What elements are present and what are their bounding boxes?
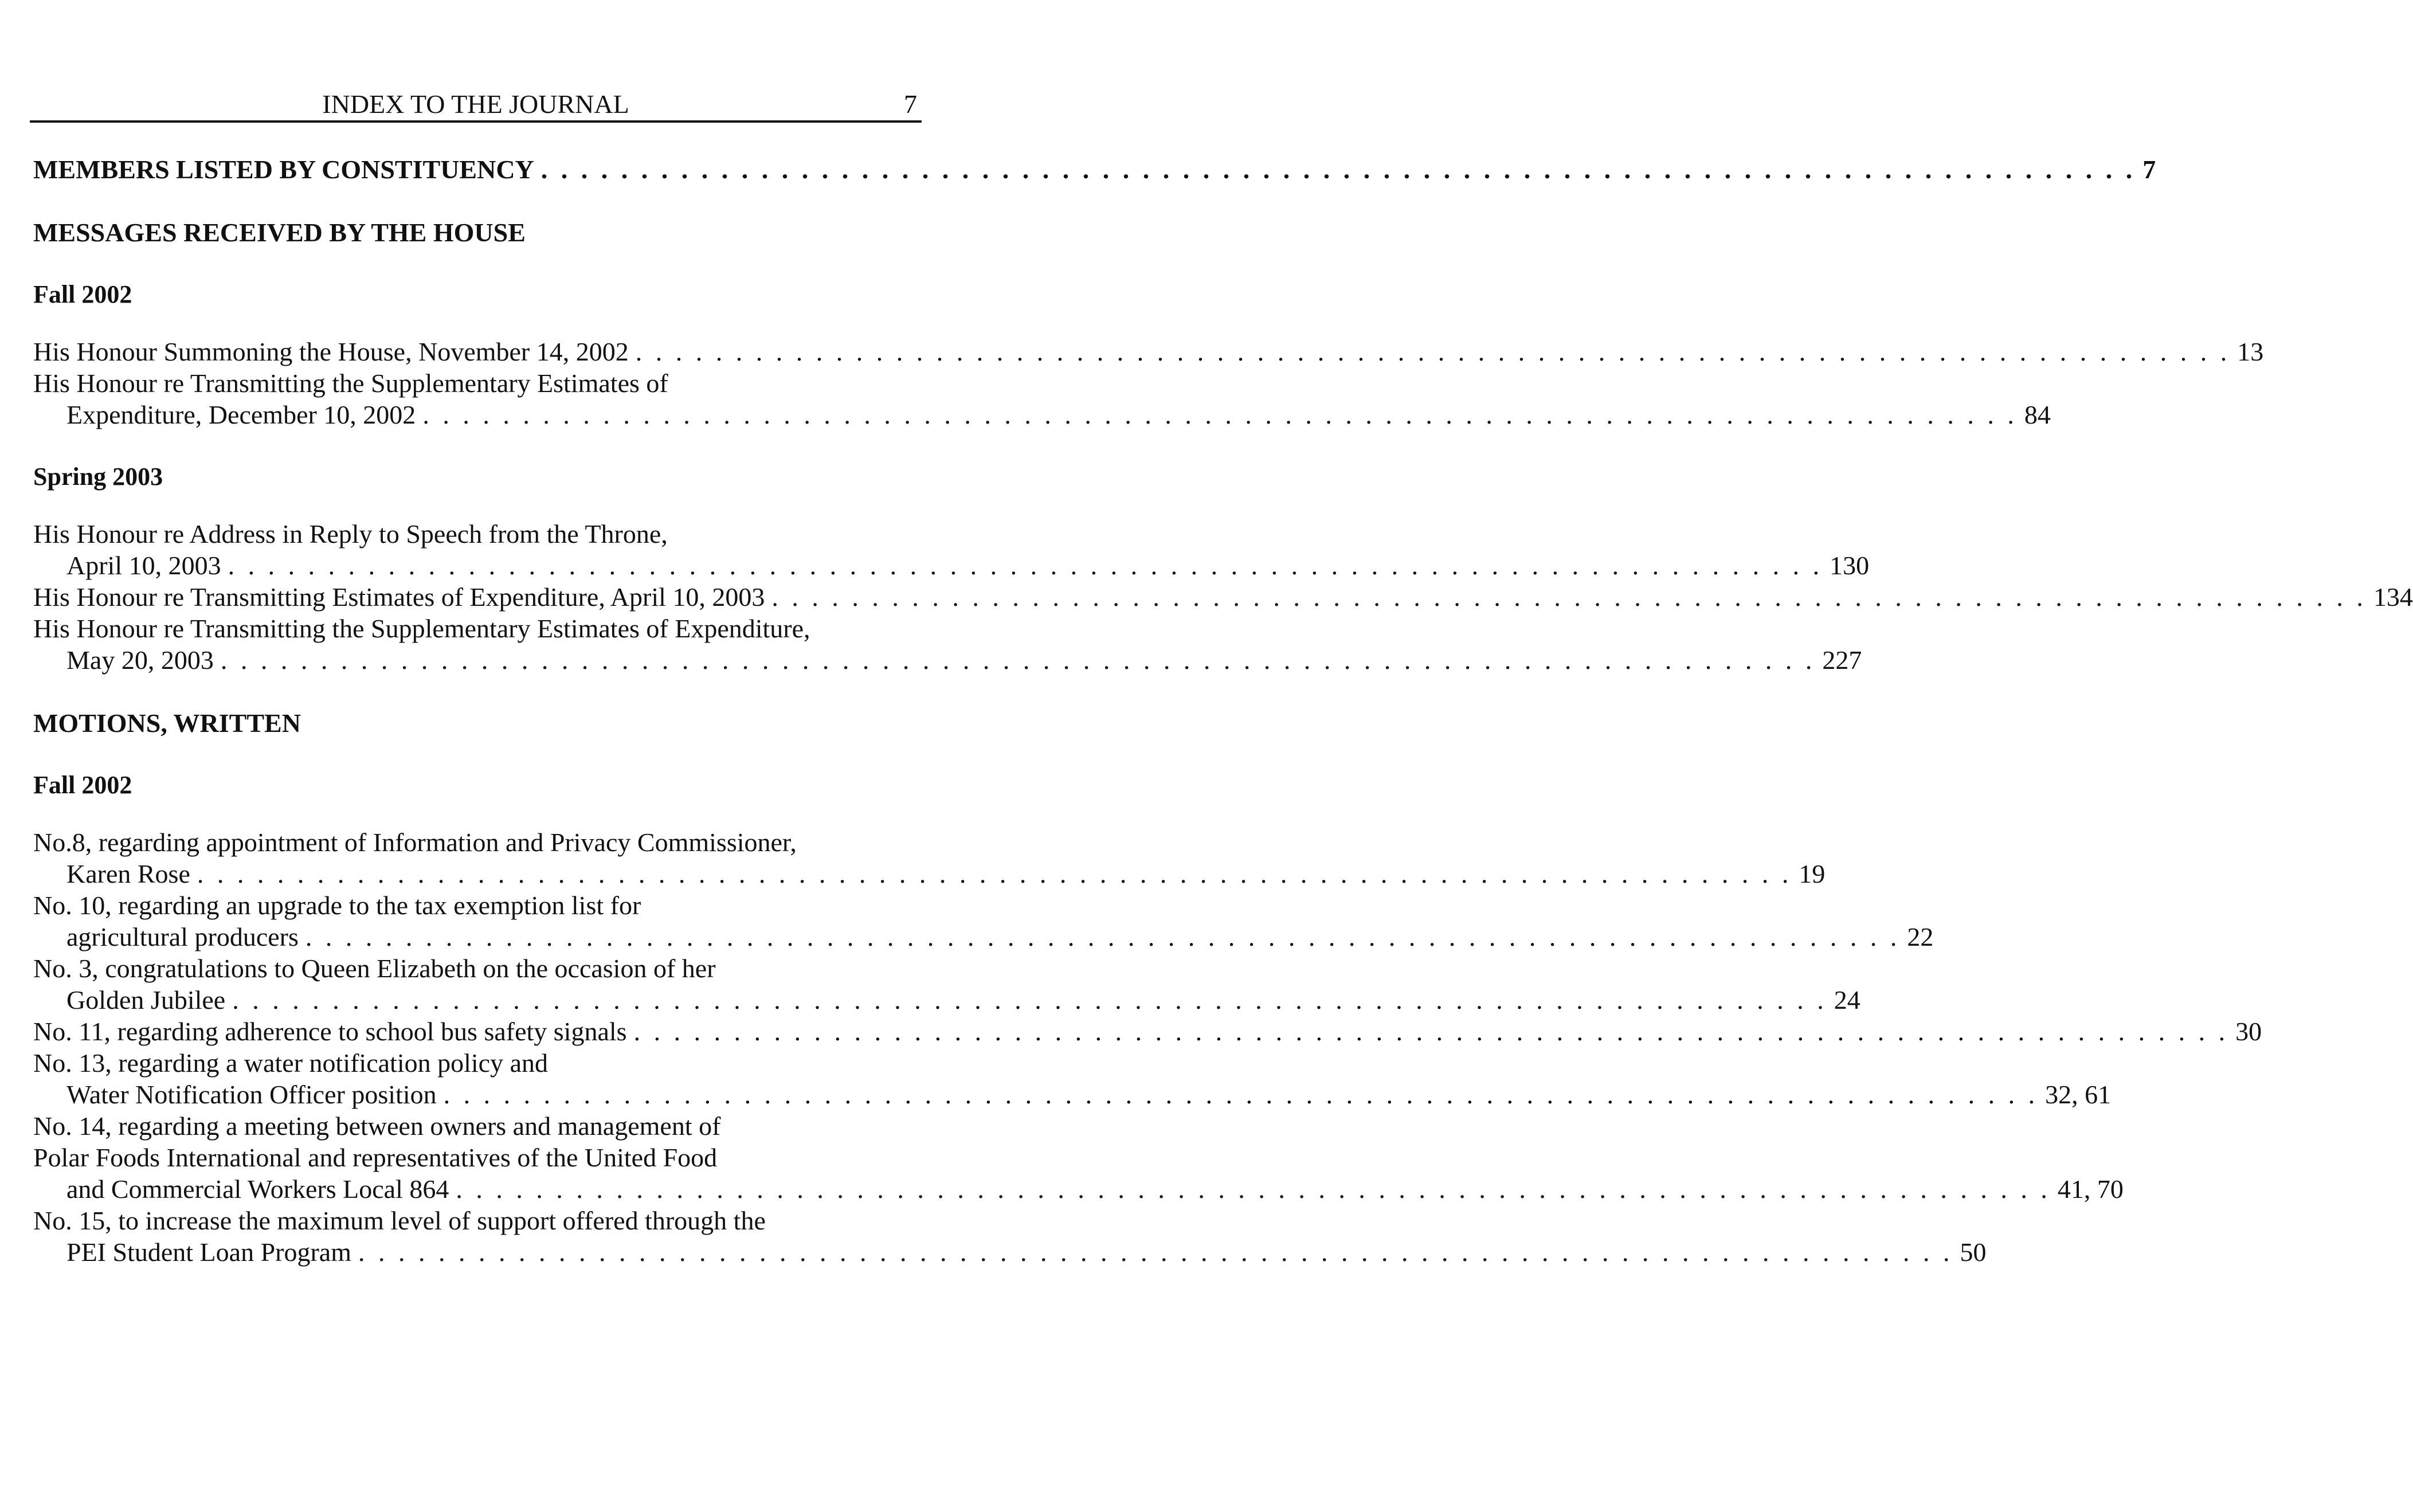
dot-leader: . . . . . . . . . . . . . . . . . . . . . . . . . . . . . . . . . . . . . . . . . . . . . . . . . . . . . . . . . . . . . . . . . . . . . . . . . . . . . . . .	[443, 1080, 2039, 1109]
index-entry	[33, 1016, 2262, 1047]
spacer	[33, 801, 925, 826]
entry-final-line	[33, 644, 1862, 676]
entry-text: PEI Student Loan Program	[66, 1237, 351, 1267]
spacer	[33, 739, 925, 769]
page-reference: 22	[1907, 922, 1934, 951]
entry-text: His Honour Summoning the House, November 14, 2002	[33, 337, 629, 366]
entry-final-line	[33, 1016, 2262, 1047]
spacer	[33, 310, 925, 336]
session-subheading: Fall 2002	[33, 771, 132, 799]
spacer	[33, 676, 925, 707]
page-reference: 24	[1834, 985, 1860, 1014]
index-entry	[33, 518, 1870, 581]
entry-final-line	[33, 1236, 1987, 1268]
spacer	[33, 185, 925, 217]
spacer	[33, 492, 925, 518]
page-reference: 84	[2024, 400, 2051, 429]
section-heading-motions: MOTIONS, WRITTEN	[33, 708, 301, 738]
page-reference: 13	[2237, 337, 2264, 366]
dot-leader: . . . . . . . . . . . . . . . . . . . . . . . . . . . . . . . . . . . . . . . . . . . . . . . . . . . . . . . . . . . . . . . . . . . . . . . . . . . . . . . .	[422, 400, 2018, 429]
dot-leader: . . . . . . . . . . . . . . . . . . . . . . . . . . . . . . . . . . . . . . . . . . . . . . . . . . . . . . . . . . . . . . . . . . . . . . . . . . . . . . . .	[633, 1017, 2229, 1046]
entry-text: Expenditure, December 10, 2002	[66, 400, 416, 429]
index-entry	[33, 613, 1862, 676]
entry-text: and Commercial Workers Local 864	[66, 1174, 449, 1204]
page-reference: 32, 61	[2045, 1080, 2112, 1109]
entry-text: April 10, 2003	[66, 551, 221, 580]
entry-line: No. 15, to increase the maximum level of support offered through the	[33, 1206, 766, 1235]
entry-final-line	[33, 858, 1826, 890]
dot-leader: . . . . . . . . . . . . . . . . . . . . . . . . . . . . . . . . . . . . . . . . . . . . . . . . . . . . . . . . . . . . . . . . . . . . . . . . . . . . . . . .	[228, 551, 1823, 580]
entry-final-line	[33, 921, 1934, 953]
entry-final-line	[33, 336, 2264, 367]
entry-text: MEMBERS LISTED BY CONSTITUENCY	[33, 155, 534, 184]
dot-leader: . . . . . . . . . . . . . . . . . . . . . . . . . . . . . . . . . . . . . . . . . . . . . . . . . . . . . . . . . . . . . . . . . . . . . . . . . . . . . . . .	[305, 922, 1901, 951]
index-entry	[33, 1110, 2124, 1205]
entry-final-line	[33, 1173, 2124, 1205]
page-reference: 134	[2373, 582, 2413, 612]
index-entry	[33, 367, 2051, 430]
page-reference: 130	[1830, 551, 1870, 580]
session-subheading: Fall 2002	[33, 280, 132, 308]
page-reference: 227	[1822, 645, 1862, 675]
page-header	[30, 86, 922, 123]
entry-text: No. 11, regarding adherence to school bus safety signals	[33, 1017, 627, 1046]
dot-leader: . . . . . . . . . . . . . . . . . . . . . . . . . . . . . . . . . . . . . . . . . . . . . . . . . . . . . . . . . . . . . . . . . . . . . . . . . . . . . . . .	[771, 582, 2367, 612]
index-entry	[33, 890, 1934, 953]
index-entry	[33, 953, 1860, 1016]
dot-leader: . . . . . . . . . . . . . . . . . . . . . . . . . . . . . . . . . . . . . . . . . . . . . . . . . . . . . . . . . . . . . . . . . . . . . . . . . . . . . . . .	[358, 1237, 1953, 1267]
entry-text: His Honour re Transmitting Estimates of Expenditure, April 10, 2003	[33, 582, 765, 612]
dot-leader: . . . . . . . . . . . . . . . . . . . . . . . . . . . . . . . . . . . . . . . . . . . . . . . . . . . . . . . . . . . . . . . . . . . . . . . . . . . . . . . .	[220, 645, 1816, 675]
spacer	[33, 248, 925, 279]
page-reference: 7	[2142, 155, 2156, 184]
entry-line: His Honour re Transmitting the Supplementary Estimates of Expenditure,	[33, 614, 810, 643]
dot-leader: . . . . . . . . . . . . . . . . . . . . . . . . . . . . . . . . . . . . . . . . . . . . . . . . . . . . . . . . . . . . . . . . . . . . . . . . . . . . . . . .	[540, 155, 2136, 184]
entry-line: No. 14, regarding a meeting between owners and management of	[33, 1111, 721, 1141]
entry-text: agricultural producers	[66, 922, 299, 951]
entry-final-line	[33, 1079, 2112, 1110]
entry-line: His Honour re Transmitting the Supplementary Estimates of	[33, 369, 668, 398]
entry-line: No. 13, regarding a water notification policy and	[33, 1048, 548, 1078]
entry-text: Golden Jubilee	[66, 985, 226, 1014]
entry-final-line	[33, 550, 1870, 581]
index-entry	[33, 826, 1826, 890]
dot-leader: . . . . . . . . . . . . . . . . . . . . . . . . . . . . . . . . . . . . . . . . . . . . . . . . . . . . . . . . . . . . . . . . . . . . . . . . . . . . . . . .	[232, 985, 1827, 1014]
index-entry	[33, 1047, 2112, 1110]
entry-line: Polar Foods International and representatives of the United Food	[33, 1143, 718, 1172]
index-content	[33, 154, 2413, 1268]
index-entry	[33, 336, 2264, 367]
entry-line: No. 3, congratulations to Queen Elizabeth on the occasion of her	[33, 954, 716, 983]
index-entry	[33, 581, 2413, 613]
entry-line: No.8, regarding appointment of Information and Privacy Commissioner,	[33, 828, 797, 857]
entry-text: Karen Rose	[66, 859, 190, 888]
entry-final-line	[33, 984, 1860, 1016]
section-heading-messages: MESSAGES RECEIVED BY THE HOUSE	[33, 218, 526, 247]
page-reference: 50	[1960, 1237, 1987, 1267]
spacer	[33, 430, 925, 461]
dot-leader: . . . . . . . . . . . . . . . . . . . . . . . . . . . . . . . . . . . . . . . . . . . . . . . . . . . . . . . . . . . . . . . . . . . . . . . . . . . . . . . .	[635, 337, 2231, 366]
section-entry-members	[33, 154, 2156, 185]
entry-text: May 20, 2003	[66, 645, 214, 675]
index-entry	[33, 1205, 1987, 1268]
page-reference: 19	[1799, 859, 1826, 888]
entry-text: Water Notification Officer position	[66, 1080, 437, 1109]
entry-line: His Honour re Address in Reply to Speech from the Throne,	[33, 519, 668, 549]
page-reference: 30	[2235, 1017, 2262, 1046]
entry-final-line	[33, 581, 2413, 613]
entry-line: No. 10, regarding an upgrade to the tax exemption list for	[33, 891, 641, 920]
entry-final-line	[33, 399, 2051, 430]
session-subheading: Spring 2003	[33, 463, 163, 491]
header-page-number: 7	[904, 89, 917, 119]
dot-leader: . . . . . . . . . . . . . . . . . . . . . . . . . . . . . . . . . . . . . . . . . . . . . . . . . . . . . . . . . . . . . . . . . . . . . . . . . . . . . . . .	[197, 859, 1792, 888]
dot-leader: . . . . . . . . . . . . . . . . . . . . . . . . . . . . . . . . . . . . . . . . . . . . . . . . . . . . . . . . . . . . . . . . . . . . . . . . . . . . . . . .	[456, 1174, 2051, 1204]
page-reference: 41, 70	[2057, 1174, 2124, 1204]
running-title: INDEX TO THE JOURNAL	[322, 89, 629, 119]
